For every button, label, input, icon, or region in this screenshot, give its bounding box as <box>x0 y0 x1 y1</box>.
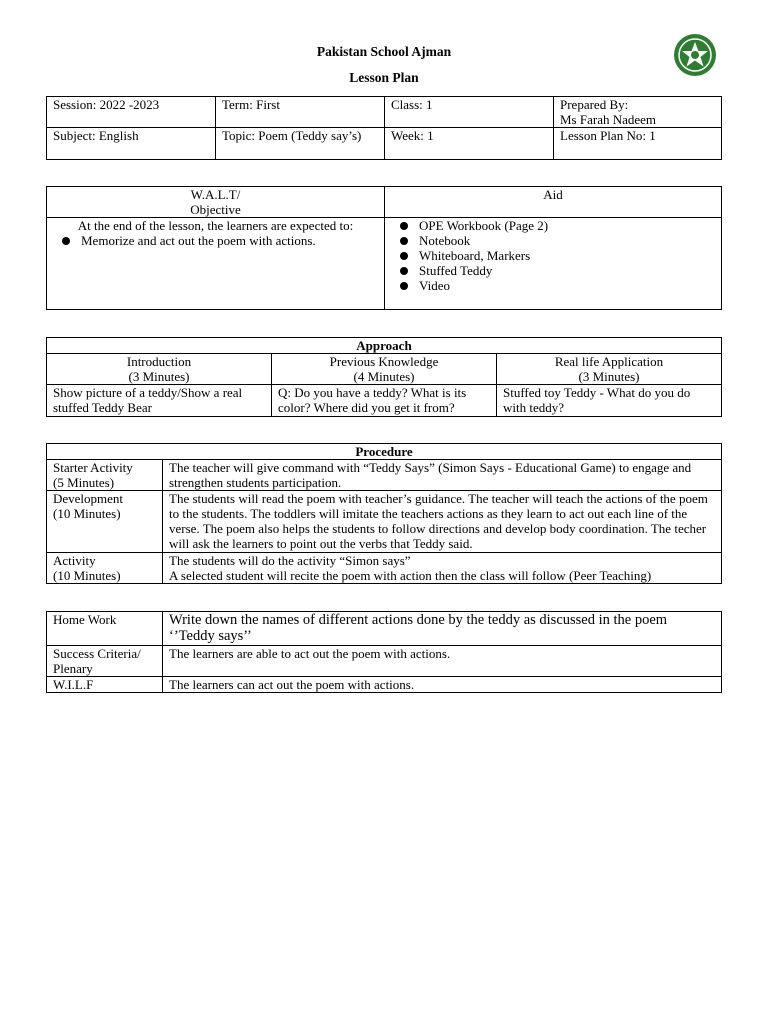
procedure-row-label <box>47 491 163 553</box>
closing-table <box>46 611 722 693</box>
approach-col-name: Introduction <box>126 354 192 369</box>
procedure-table <box>46 443 722 584</box>
aid-list <box>391 218 715 293</box>
homework-text: Write down the names of different actions done by the teddy as discussed in the poem ‘’Teddy says’’ <box>163 612 722 646</box>
wilf-label: W.I.L.F <box>47 677 163 693</box>
aid-item: OPE Workbook (Page 2) <box>391 218 715 233</box>
school-crest-star-icon <box>672 32 718 78</box>
walt-header <box>47 187 385 218</box>
term-cell: Term: First <box>216 97 385 128</box>
approach-col-duration: (4 Minutes) <box>353 369 415 384</box>
activity-text <box>163 553 722 584</box>
aid-item: Video <box>391 278 715 293</box>
approach-introduction-text: Show picture of a teddy/Show a real stuffed Teddy Bear <box>47 385 272 417</box>
starter-activity-duration: (5 Minutes) <box>53 475 115 490</box>
procedure-row-label <box>47 553 163 584</box>
session-cell: Session: 2022 -2023 <box>47 97 216 128</box>
approach-col-real-life <box>497 354 722 385</box>
approach-col-name: Previous Knowledge <box>329 354 439 369</box>
lesson-plan-no-cell: Lesson Plan No: 1 <box>554 128 722 160</box>
walt-aid-table <box>46 186 722 310</box>
approach-title: Approach <box>47 338 722 354</box>
activity-text-line1: The students will do the activity “Simon says” <box>169 553 411 568</box>
approach-real-life-text: Stuffed toy Teddy - What do you do with teddy? <box>497 385 722 417</box>
aid-item: Stuffed Teddy <box>391 263 715 278</box>
development-text: The students will read the poem with teacher’s guidance. The teacher will teach the actions of the poem to the students. The toddlers will imitate the teachers actions as they learn to act out each line of the verse. The poem also helps the students to follow directions and develop body coordination. The techer will ask the learners to point out the verbs that Teddy said. <box>163 491 722 553</box>
school-name: Pakistan School Ajman <box>316 44 452 59</box>
procedure-row-label <box>47 460 163 491</box>
approach-table <box>46 337 722 417</box>
walt-header-line1: W.A.L.T/ <box>190 187 241 202</box>
wilf-text: The learners can act out the poem with actions. <box>163 677 722 693</box>
activity-text-line2: A selected student will recite the poem with action then the class will follow (Peer Teaching) <box>169 568 652 583</box>
week-cell: Week: 1 <box>385 128 554 160</box>
approach-col-previous-knowledge <box>272 354 497 385</box>
prepared-by-label: Prepared By: <box>560 97 629 112</box>
development-duration: (10 Minutes) <box>53 506 121 521</box>
class-cell: Class: 1 <box>385 97 554 128</box>
activity-label: Activity <box>53 553 96 568</box>
aid-item: Whiteboard, Markers <box>391 248 715 263</box>
subject-cell: Subject: English <box>47 128 216 160</box>
prepared-by-cell <box>554 97 722 128</box>
objective-list <box>53 233 378 248</box>
approach-previous-knowledge-text: Q: Do you have a teddy? What is its color? Where did you get it from? <box>272 385 497 417</box>
homework-label: Home Work <box>47 612 163 646</box>
success-criteria-text: The learners are able to act out the poem with actions. <box>163 646 722 677</box>
starter-activity-label: Starter Activity <box>53 460 133 475</box>
approach-col-name: Real life Application <box>554 354 664 369</box>
prepared-by-name: Ms Farah Nadeem <box>560 112 657 127</box>
aid-header: Aid <box>385 187 722 218</box>
starter-activity-text: The teacher will give command with “Teddy Says” (Simon Says - Educational Game) to engage and strengthen students participation. <box>163 460 722 491</box>
approach-col-introduction <box>47 354 272 385</box>
objective-intro: At the end of the lesson, the learners are expected to: <box>77 218 354 233</box>
aid-cell <box>385 218 722 310</box>
topic-cell: Topic: Poem (Teddy say’s) <box>216 128 385 160</box>
objective-cell <box>47 218 385 310</box>
activity-duration: (10 Minutes) <box>53 568 121 583</box>
success-criteria-label: Success Criteria/ Plenary <box>47 646 163 677</box>
development-label: Development <box>53 491 124 506</box>
approach-col-duration: (3 Minutes) <box>578 369 640 384</box>
procedure-title: Procedure <box>47 444 722 460</box>
aid-item: Notebook <box>391 233 715 248</box>
objective-item: Memorize and act out the poem with actions. <box>53 233 378 248</box>
info-table <box>46 96 722 160</box>
approach-col-duration: (3 Minutes) <box>128 369 190 384</box>
document-title: Lesson Plan <box>349 70 419 85</box>
walt-header-line2: Objective <box>190 202 241 217</box>
